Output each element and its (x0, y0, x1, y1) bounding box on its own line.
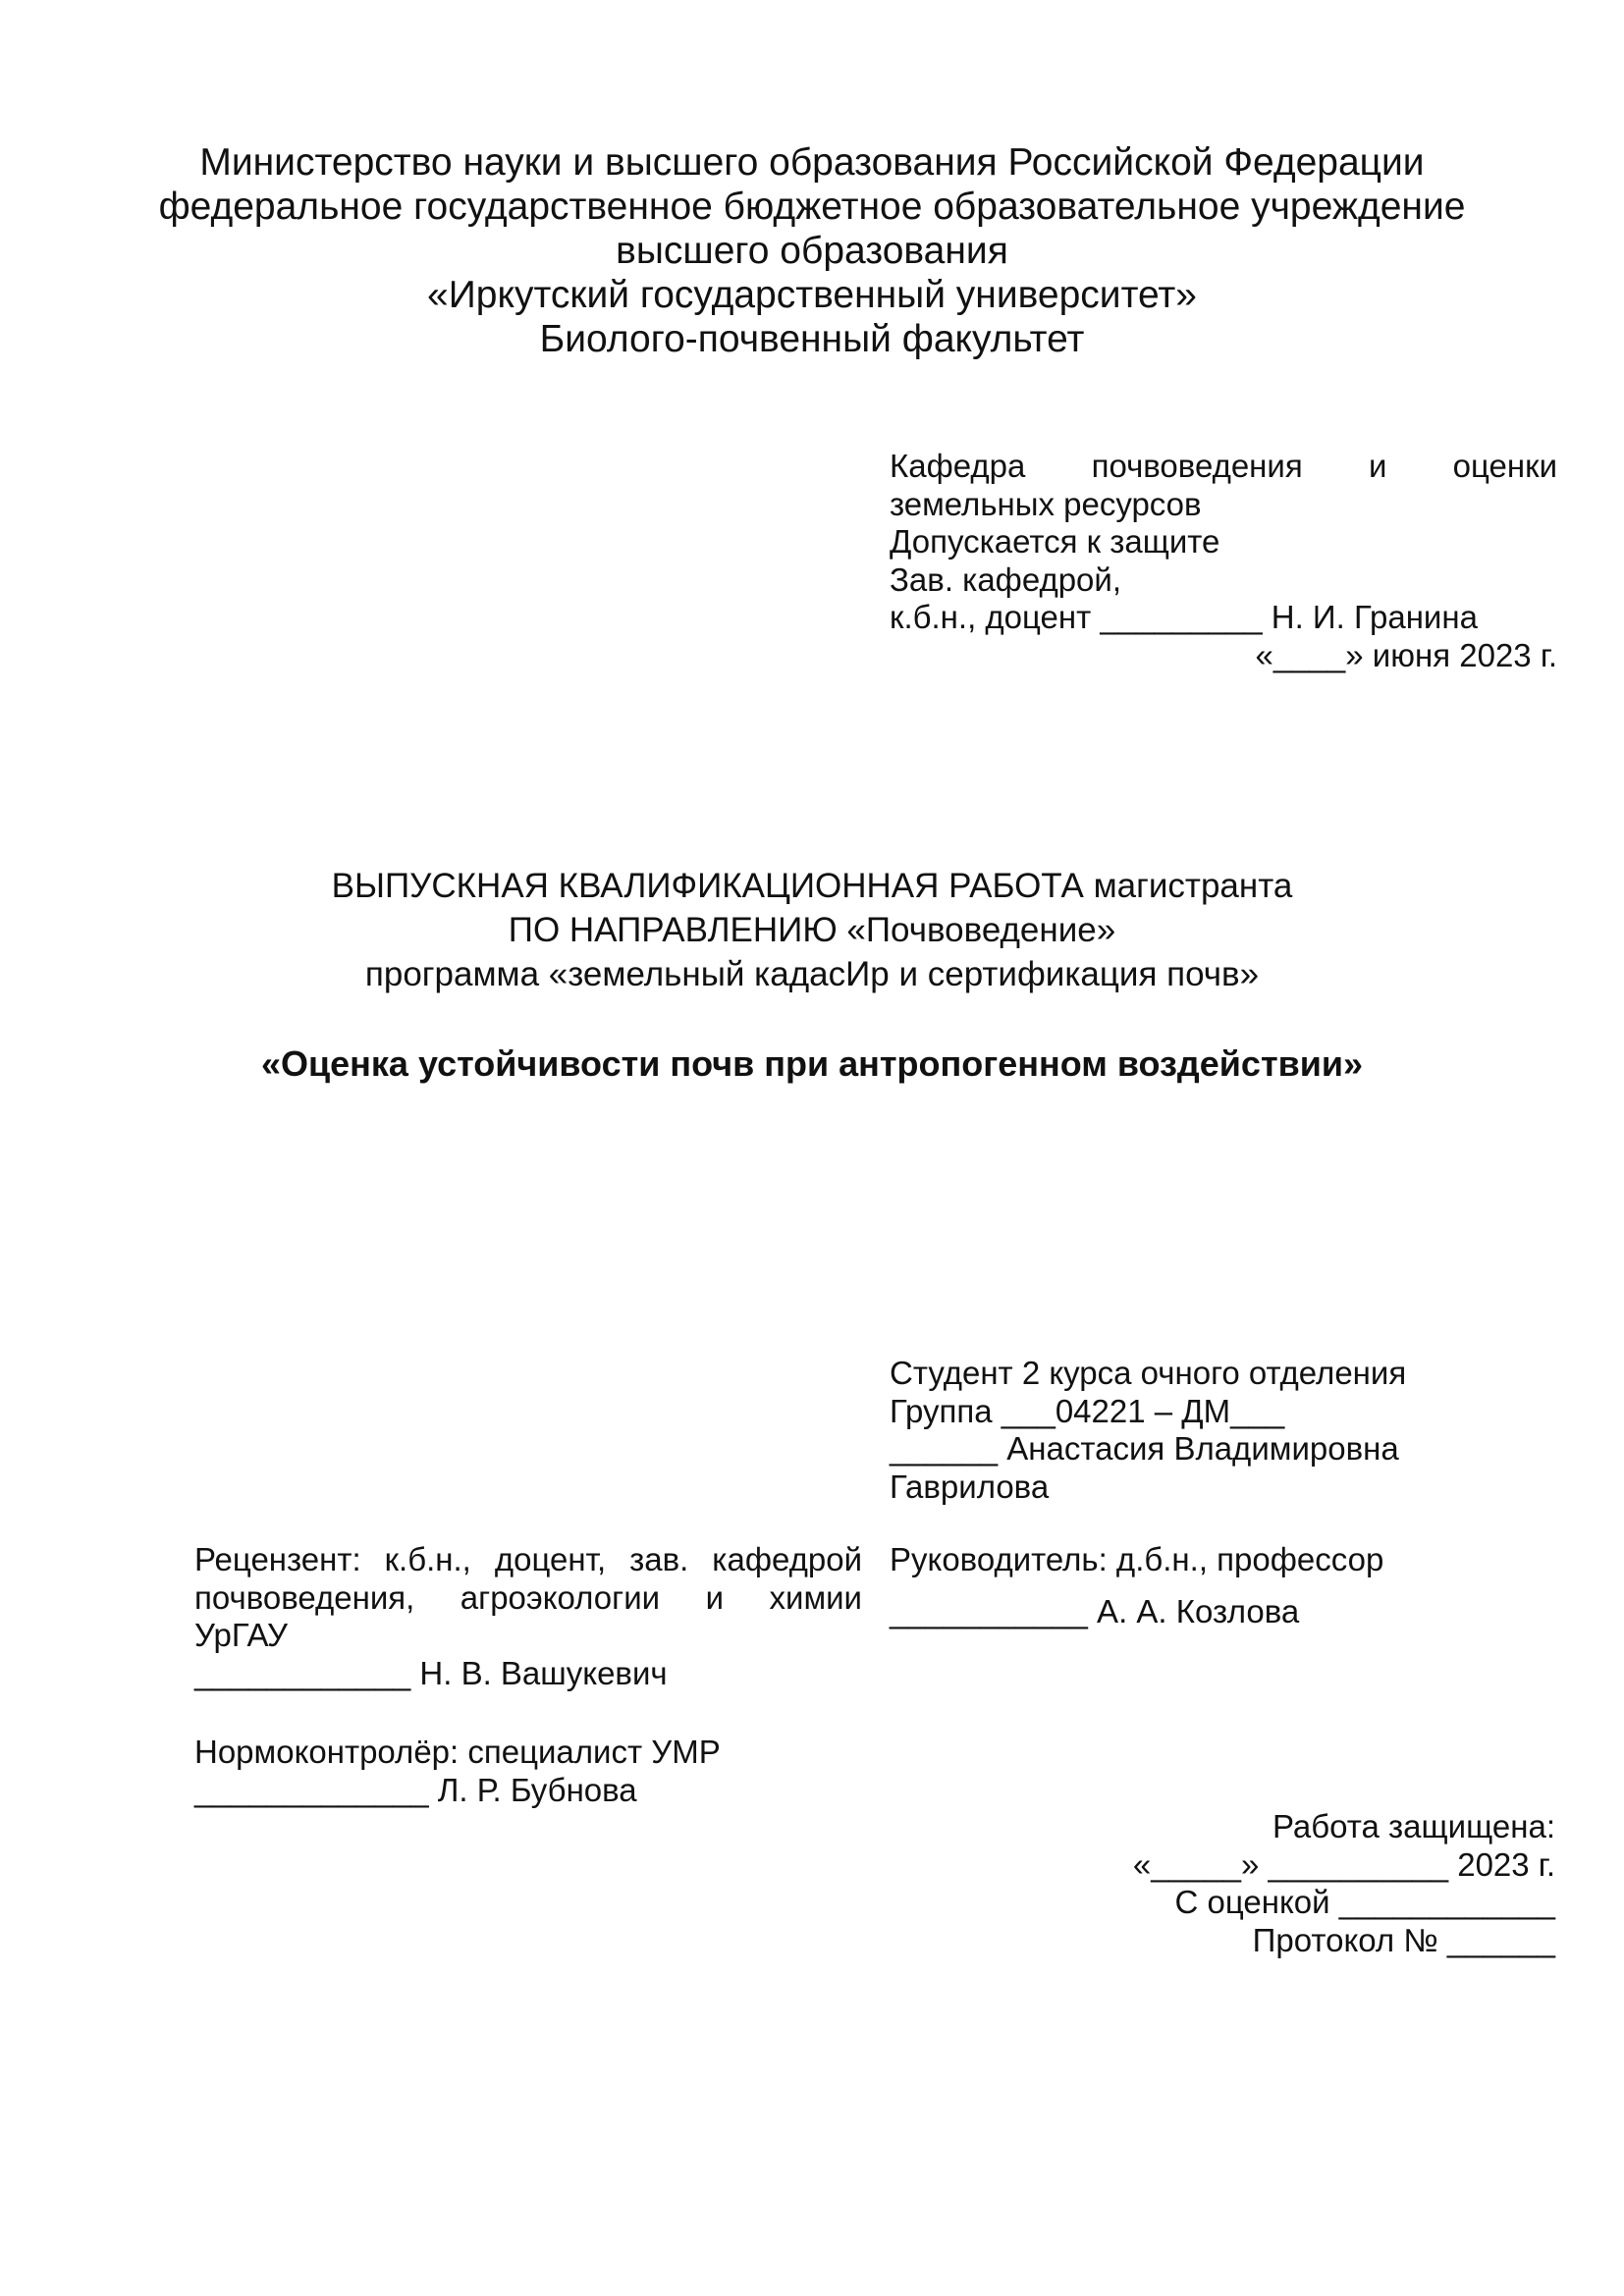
reviewer-block (194, 1541, 862, 1692)
study-direction-line: ПО НАПРАВЛЕНИЮ «Почвоведение» (508, 911, 1116, 949)
student-course: Студент 2 курса очного отделения (890, 1355, 1407, 1391)
reviewer-line1: Рецензент: к.б.н., доцент, зав. кафедрой (194, 1541, 862, 1577)
head-of-department-label: Зав. кафедрой, (890, 561, 1122, 598)
supervisor-role: Руководитель: д.б.н., профессор (890, 1541, 1384, 1577)
student-group: Группа ___04221 – ДМ___ (890, 1392, 1285, 1429)
normcontrol-role: Нормоконтролёр: специалист УМР (194, 1734, 721, 1770)
department-name-line2: земельных ресурсов (890, 485, 1202, 522)
faculty-line: Биолого-почвенный факультет (539, 318, 1085, 360)
ministry-header (98, 140, 1526, 361)
reviewer-signature: ____________ Н. В. Вашукевич (194, 1654, 668, 1691)
student-surname: Гаврилова (890, 1468, 1050, 1505)
defense-grade: С оценкой ____________ (1174, 1884, 1555, 1920)
defense-block (1064, 1808, 1555, 1959)
university-name-line: «Иркутский государственный университет» (427, 274, 1197, 316)
thesis-title-block (98, 864, 1526, 996)
admitted-to-defense: Допускается к защите (890, 523, 1220, 560)
supervisor-block (890, 1541, 1557, 1630)
institution-type-line: федеральное государственное бюджетное образовательное учреждение (158, 186, 1466, 228)
normcontrol-block (194, 1734, 862, 1809)
student-block (890, 1355, 1557, 1506)
thesis-topic (98, 1043, 1526, 1085)
thesis-type-line: ВЫПУСКНАЯ КВАЛИФИКАЦИОННАЯ РАБОТА магистранта (331, 867, 1293, 905)
department-name-line1: Кафедра почвоведения и оценки (890, 448, 1557, 484)
thesis-topic-text: «Оценка устойчивости почв при антропогенном воздействии» (260, 1043, 1363, 1084)
supervisor-signature: ___________ А. А. Козлова (890, 1592, 1300, 1629)
normcontrol-signature: _____________ Л. Р. Бубнова (194, 1771, 637, 1808)
head-of-department-signature: к.б.н., доцент _________ Н. И. Гранина (890, 599, 1478, 635)
approval-date: «____» июня 2023 г. (1255, 636, 1557, 673)
defense-protocol: Протокол № ______ (1252, 1921, 1555, 1958)
program-line: программа «земельный кадасИр и сертификация почв» (364, 955, 1260, 993)
reviewer-line3: УрГАУ (194, 1617, 289, 1653)
defense-date: «_____» __________ 2023 г. (1132, 1845, 1555, 1883)
department-approval-block (890, 448, 1557, 674)
education-level-line: высшего образования (616, 230, 1008, 272)
student-name: ______ Анастасия Владимировна (890, 1430, 1399, 1467)
defense-status: Работа защищена: (1272, 1808, 1555, 1844)
reviewer-line2: почвоведения, агроэкологии и химии (194, 1578, 862, 1616)
ministry-line: Министерство науки и высшего образования Российской Федерации (199, 141, 1425, 184)
